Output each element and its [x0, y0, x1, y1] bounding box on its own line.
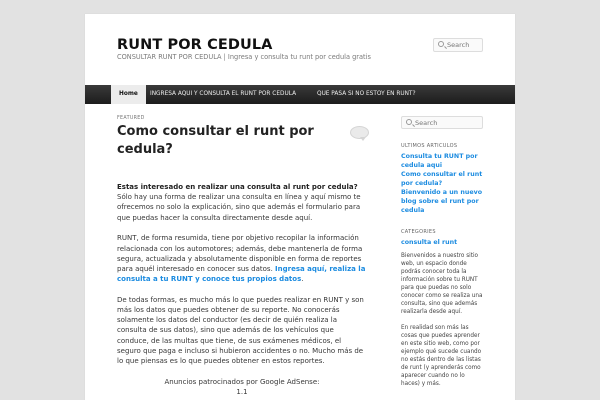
recent-post-link[interactable]: Consulta tu RUNT por cedula aqui	[401, 153, 478, 169]
header-search[interactable]	[433, 38, 483, 52]
about-paragraph: Bienvenidos a nuestro sitio web, un espacio donde podrás conocer toda la información sobre tu RUNT para que puedas no solo conocer como se realiza una consulta, sino que además realizarla desde aquí.	[401, 252, 483, 316]
site-description: CONSULTAR RUNT POR CEDULA | Ingresa y consulta tu runt por cedula gratis	[117, 53, 371, 61]
paragraph-runt	[117, 233, 367, 284]
recent-posts-title: ULTIMOS ARTICULOS	[401, 143, 458, 149]
intro-text: Sólo hay una forma de realizar una consulta en línea y aquí mismo te ofrecemos no solo la explicación, sino que además el formulario para que puedas hacer la consulta directamente desde aquí.	[117, 193, 361, 222]
sidebar-search-input[interactable]	[415, 117, 481, 128]
post-content	[117, 182, 367, 397]
consulta-link[interactable]: Ingresa aquí, realiza la consulta a tu RUNT y conoce tus propios datos	[117, 264, 366, 284]
about-text	[401, 252, 483, 389]
runt-end: .	[301, 275, 304, 284]
post-title[interactable]: Como consultar el runt por cedula?	[117, 124, 314, 157]
runt-text: RUNT, de forma resumida, tiene por objetivo recopilar la información relacionada con los automotores; además, debe mantenerla de forma segura, actualizada y absolutamente disponible en forma de reportes para aquél interesado en conocer sus datos.	[117, 234, 363, 273]
intro-bold: Estas interesado en realizar una consulta al runt por cedula?	[117, 183, 358, 191]
featured-label: FEATURED	[117, 116, 145, 121]
page-container	[85, 14, 515, 400]
paragraph-intro	[117, 182, 367, 223]
recent-post-link[interactable]: Como consultar el runt por cedula?	[401, 171, 483, 187]
nav-que-pasa[interactable]: QUE PASA SI NO ESTOY EN RUNT?	[317, 91, 416, 97]
search-icon	[438, 41, 444, 47]
site-title[interactable]: RUNT POR CEDULA	[117, 37, 273, 53]
header-search-input[interactable]	[447, 39, 482, 51]
recent-post-link[interactable]: Bienvenido a un nuevo blog sobre el runt por cedula	[401, 189, 483, 214]
nav-home[interactable]: Home	[111, 85, 146, 104]
nav-ingresa-consulta[interactable]: INGRESA AQUI Y CONSULTA EL RUNT POR CEDULA	[150, 91, 297, 97]
categories-list	[401, 239, 483, 248]
ads-label: Anuncios patrocinados por Google AdSense:	[164, 377, 320, 386]
about-paragraph: En realidad son más las cosas que puedes aprender en este sitio web, como por ejemplo qué sucede cuando no estás dentro de las listas de runt (y aprenderás como aparecer cuando no lo haces) y más.	[401, 324, 482, 388]
sidebar	[401, 116, 483, 395]
recent-posts-list	[401, 153, 483, 215]
sidebar-search[interactable]	[401, 116, 483, 129]
category-link[interactable]: consulta el runt	[401, 239, 458, 247]
categories-title: CATEGORIES	[401, 229, 436, 236]
paragraph-datos: De todas formas, es mucho más lo que puedes realizar en RUNT y son más los datos que puedes obtener de su reporte. No conocerás solamente los datos del conductor (es decir de quién realiza la consulta de sus datos), sino que además de los vehículos que conduce, de las multas que tiene, de sus exámenes médicos, el seguro que paga e incluso si hubieron accidentes o no. Mucho más de lo que piensas es lo que puedes obtener en estos reportes.	[117, 295, 364, 366]
main-navigation	[85, 85, 515, 104]
search-icon	[406, 119, 412, 125]
ads-number: 1.1	[236, 387, 248, 396]
comment-bubble-icon[interactable]	[350, 126, 369, 139]
